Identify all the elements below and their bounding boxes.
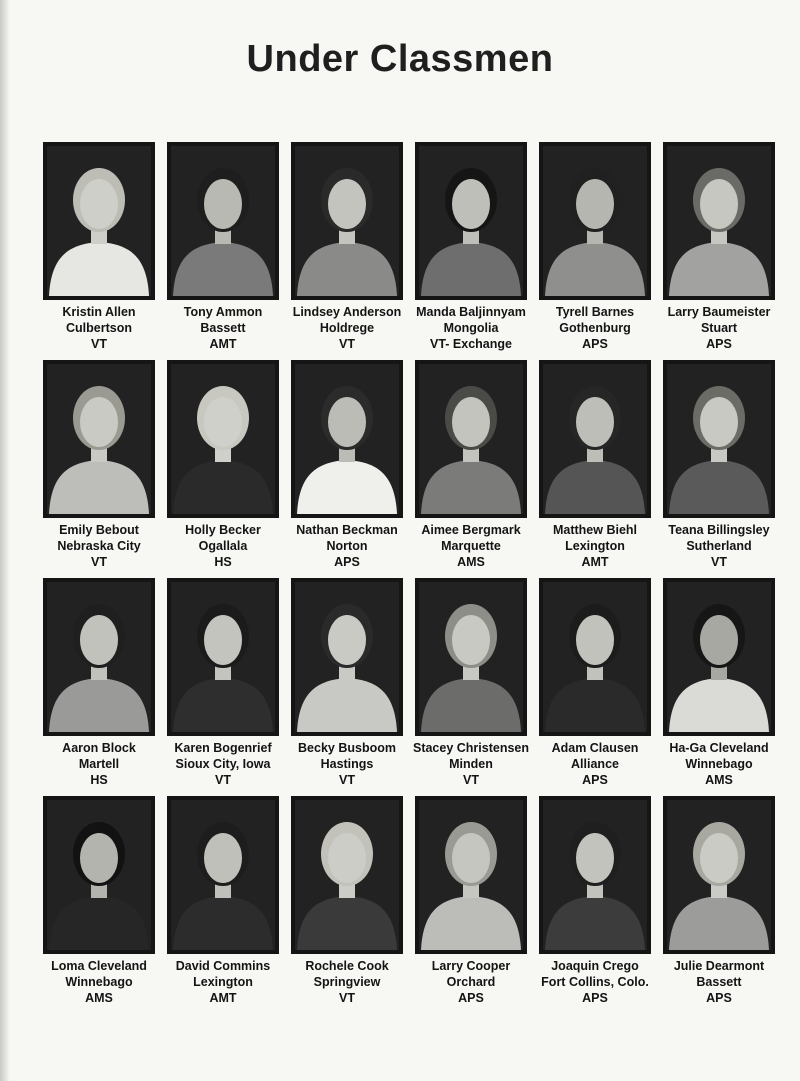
student-photo: [291, 578, 403, 736]
student-hometown: Holdrege: [319, 321, 375, 335]
student-photo: [43, 578, 155, 736]
portrait-silhouette: [171, 800, 275, 950]
portrait-face: [80, 179, 118, 229]
student-program: APS: [706, 991, 732, 1005]
student-name: Emily Bebout: [59, 523, 139, 537]
student-caption: [530, 522, 660, 570]
student-caption: [654, 304, 784, 352]
student-hometown: Winnebago: [685, 757, 753, 771]
student-program: APS: [582, 773, 608, 787]
student-hometown: Springview: [313, 975, 381, 989]
page-title: Under Classmen: [246, 38, 554, 80]
student-card: [291, 142, 403, 360]
portrait-silhouette: [295, 582, 399, 732]
student-hometown: Bassett: [696, 975, 742, 989]
student-caption: [406, 522, 536, 570]
student-card: [43, 360, 155, 578]
student-card: [167, 142, 279, 360]
student-hometown: Alliance: [571, 757, 619, 771]
student-card: [663, 796, 775, 1014]
student-program: VT: [91, 337, 107, 351]
student-program: APS: [334, 555, 360, 569]
student-hometown: Bassett: [200, 321, 246, 335]
student-caption: [530, 958, 660, 1006]
portrait-silhouette: [543, 146, 647, 296]
student-name: Ha-Ga Cleveland: [669, 741, 769, 755]
student-caption: [406, 740, 536, 788]
student-hometown: Minden: [449, 757, 493, 771]
student-program: APS: [582, 991, 608, 1005]
student-name: Becky Busboom: [298, 741, 396, 755]
portrait-face: [204, 833, 242, 883]
student-hometown: Stuart: [700, 321, 738, 335]
student-photo: [167, 578, 279, 736]
student-program: AMS: [85, 991, 113, 1005]
student-name: Holly Becker: [185, 523, 261, 537]
student-name: David Commins: [175, 959, 271, 973]
portrait-face: [700, 833, 738, 883]
student-hometown: Marquette: [441, 539, 501, 553]
student-hometown: Nebraska City: [57, 539, 141, 553]
student-photo: [663, 142, 775, 300]
portrait-silhouette: [295, 364, 399, 514]
student-name: Loma Cleveland: [51, 959, 147, 973]
student-name: Nathan Beckman: [296, 523, 398, 537]
student-photo: [539, 578, 651, 736]
student-hometown: Sioux City, Iowa: [175, 757, 271, 771]
student-program: HS: [90, 773, 108, 787]
portrait-face: [452, 833, 490, 883]
student-hometown: Martell: [78, 757, 120, 771]
student-program: APS: [706, 337, 732, 351]
student-card: [539, 796, 651, 1014]
portrait-silhouette: [419, 364, 523, 514]
portrait-silhouette: [419, 146, 523, 296]
portrait-face: [204, 179, 242, 229]
student-program: AMS: [705, 773, 733, 787]
student-hometown: Lexington: [193, 975, 253, 989]
student-program: VT: [711, 555, 727, 569]
student-name: Karen Bogenrief: [174, 741, 272, 755]
student-name: Larry Baumeister: [667, 305, 771, 319]
student-hometown: Lexington: [565, 539, 625, 553]
student-card: [43, 142, 155, 360]
portrait-silhouette: [47, 582, 151, 732]
student-photo-grid: [43, 142, 773, 1014]
student-program: AMT: [581, 555, 609, 569]
student-caption: [530, 740, 660, 788]
student-card: [291, 360, 403, 578]
student-caption: [406, 304, 536, 352]
student-caption: [34, 958, 164, 1006]
student-photo: [167, 142, 279, 300]
student-program: VT: [463, 773, 479, 787]
student-photo: [539, 796, 651, 954]
portrait-face: [328, 179, 366, 229]
student-name: Aaron Block: [62, 741, 136, 755]
student-name: Matthew Biehl: [552, 523, 638, 537]
student-photo: [167, 796, 279, 954]
student-caption: [158, 740, 288, 788]
student-name: Kristin Allen: [62, 305, 136, 319]
portrait-face: [700, 615, 738, 665]
student-program: VT: [339, 991, 355, 1005]
portrait-face: [452, 179, 490, 229]
student-photo: [539, 360, 651, 518]
student-hometown: Hastings: [320, 757, 374, 771]
student-card: [43, 578, 155, 796]
student-hometown: Mongolia: [443, 321, 499, 335]
student-name: Adam Clausen: [551, 741, 639, 755]
student-photo: [43, 142, 155, 300]
student-card: [167, 578, 279, 796]
student-caption: [282, 958, 412, 1006]
student-card: [415, 142, 527, 360]
student-card: [167, 360, 279, 578]
student-caption: [654, 740, 784, 788]
student-card: [539, 360, 651, 578]
student-card: [539, 142, 651, 360]
student-photo: [43, 360, 155, 518]
student-name: Rochele Cook: [305, 959, 389, 973]
student-card: [412, 578, 530, 796]
student-name: Lindsey Anderson: [292, 305, 402, 319]
portrait-silhouette: [47, 800, 151, 950]
student-photo: [415, 796, 527, 954]
student-photo: [663, 578, 775, 736]
portrait-face: [328, 833, 366, 883]
portrait-face: [204, 397, 242, 447]
portrait-silhouette: [543, 800, 647, 950]
student-caption: [654, 522, 784, 570]
portrait-silhouette: [171, 146, 275, 296]
student-caption: [282, 304, 412, 352]
student-photo: [291, 142, 403, 300]
portrait-silhouette: [667, 364, 771, 514]
portrait-face: [576, 615, 614, 665]
student-name: Julie Dearmont: [673, 959, 765, 973]
student-name: Teana Billingsley: [668, 523, 770, 537]
student-photo: [167, 360, 279, 518]
portrait-silhouette: [543, 582, 647, 732]
student-card: [43, 796, 155, 1014]
student-photo: [291, 796, 403, 954]
portrait-silhouette: [171, 582, 275, 732]
portrait-silhouette: [171, 364, 275, 514]
portrait-face: [80, 615, 118, 665]
student-hometown: Ogallala: [198, 539, 248, 553]
portrait-silhouette: [47, 364, 151, 514]
portrait-face: [328, 397, 366, 447]
student-hometown: Fort Collins, Colo.: [541, 975, 649, 989]
student-hometown: Gothenburg: [559, 321, 631, 335]
portrait-silhouette: [295, 800, 399, 950]
student-photo: [663, 360, 775, 518]
student-caption: [158, 958, 288, 1006]
student-name: Tyrell Barnes: [555, 305, 635, 319]
portrait-face: [576, 179, 614, 229]
student-card: [663, 578, 775, 796]
student-card: [663, 142, 775, 360]
student-photo: [539, 142, 651, 300]
portrait-silhouette: [543, 364, 647, 514]
student-photo: [415, 142, 527, 300]
student-photo: [415, 360, 527, 518]
student-program: VT: [339, 337, 355, 351]
student-card: [291, 796, 403, 1014]
portrait-face: [452, 615, 490, 665]
student-program: AMT: [209, 991, 237, 1005]
portrait-silhouette: [667, 800, 771, 950]
portrait-face: [328, 615, 366, 665]
student-program: VT- Exchange: [430, 337, 512, 351]
portrait-silhouette: [667, 146, 771, 296]
student-program: APS: [458, 991, 484, 1005]
student-name: Stacey Christensen: [412, 741, 530, 755]
portrait-silhouette: [295, 146, 399, 296]
student-name: Manda Baljinnyam: [416, 305, 526, 319]
portrait-silhouette: [419, 582, 523, 732]
portrait-face: [80, 397, 118, 447]
student-card: [167, 796, 279, 1014]
portrait-face: [576, 833, 614, 883]
student-name: Aimee Bergmark: [421, 523, 521, 537]
student-photo: [43, 796, 155, 954]
student-photo: [291, 360, 403, 518]
student-caption: [34, 304, 164, 352]
student-name: Joaquin Crego: [551, 959, 639, 973]
student-hometown: Culbertson: [66, 321, 132, 335]
portrait-face: [700, 397, 738, 447]
student-program: VT: [91, 555, 107, 569]
page-edge-shadow: [0, 0, 10, 1081]
student-program: AMT: [209, 337, 237, 351]
portrait-face: [80, 833, 118, 883]
portrait-silhouette: [667, 582, 771, 732]
student-program: VT: [339, 773, 355, 787]
student-hometown: Norton: [326, 539, 368, 553]
student-caption: [158, 522, 288, 570]
portrait-face: [204, 615, 242, 665]
student-photo: [663, 796, 775, 954]
portrait-face: [700, 179, 738, 229]
student-hometown: Orchard: [446, 975, 496, 989]
student-card: [291, 578, 403, 796]
student-program: AMS: [457, 555, 485, 569]
student-caption: [282, 522, 412, 570]
student-hometown: Winnebago: [65, 975, 133, 989]
student-program: APS: [582, 337, 608, 351]
student-caption: [34, 740, 164, 788]
student-program: VT: [215, 773, 231, 787]
student-caption: [406, 958, 536, 1006]
student-caption: [530, 304, 660, 352]
student-caption: [158, 304, 288, 352]
student-caption: [34, 522, 164, 570]
portrait-silhouette: [47, 146, 151, 296]
student-name: Tony Ammon: [183, 305, 263, 319]
student-program: HS: [214, 555, 232, 569]
student-card: [415, 796, 527, 1014]
student-hometown: Sutherland: [686, 539, 752, 553]
portrait-face: [576, 397, 614, 447]
portrait-face: [452, 397, 490, 447]
student-caption: [654, 958, 784, 1006]
student-card: [539, 578, 651, 796]
student-caption: [282, 740, 412, 788]
student-card: [663, 360, 775, 578]
student-photo: [415, 578, 527, 736]
student-name: Larry Cooper: [431, 959, 511, 973]
student-card: [415, 360, 527, 578]
portrait-silhouette: [419, 800, 523, 950]
